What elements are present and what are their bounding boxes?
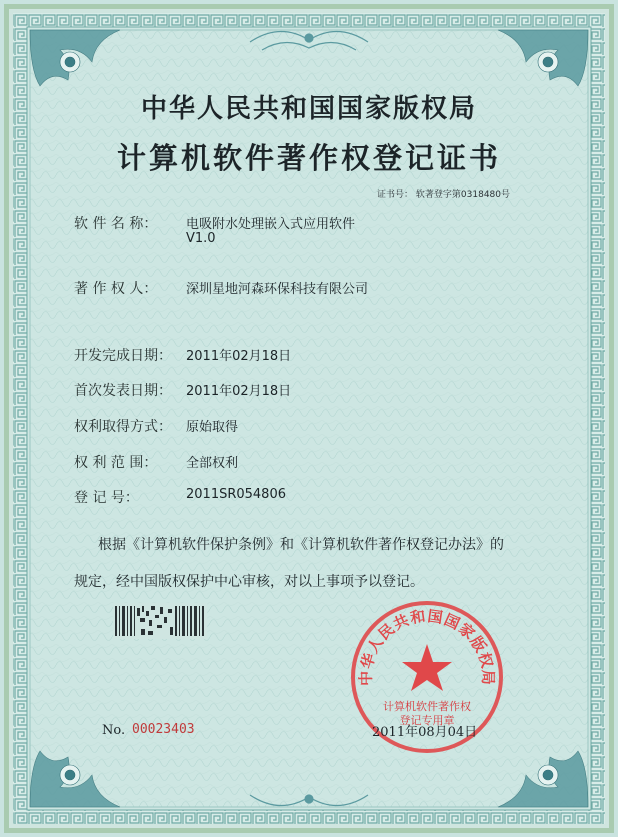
field-label-dev-completion-date: 开发完成日期：: [74, 348, 172, 364]
issuer-heading: 中华人民共和国国家版权局: [140, 94, 477, 124]
field-label-registration-number: 登 记 号：: [74, 490, 139, 506]
body-text-line2: 规定，经中国版权保护中心审核，对以上事项予以登记。: [74, 574, 424, 590]
serial-label: No.: [102, 723, 126, 738]
field-value-acquisition-method: 原始取得: [186, 420, 239, 435]
field-label-software-name: 软 件 名 称：: [74, 216, 158, 232]
field-value-software-name: 电吸附水处理嵌入式应用软件: [186, 217, 356, 232]
field-value-rights-scope: 全部权利: [186, 456, 239, 471]
barcode-image: [113, 603, 207, 639]
field-value-software-version: V1.0: [186, 231, 216, 246]
seal-ring-text: 中华人民共和国国家版权局: [356, 607, 498, 686]
field-value-copyright-owner: 深圳星地河森环保科技有限公司: [186, 282, 369, 297]
certificate-number: 证书号： 软著登字第0318480号: [377, 190, 510, 200]
field-value-registration-number: 2011SR054806: [186, 487, 286, 502]
field-label-first-publication-date: 首次发表日期：: [74, 383, 172, 399]
seal-star-icon: [402, 644, 452, 691]
field-label-rights-scope: 权 利 范 围：: [74, 455, 158, 471]
serial-number: 00023403: [132, 722, 195, 737]
seal-center-line1: 计算机软件著作权: [383, 700, 471, 713]
field-value-first-publication-date: 2011年02月18日: [186, 384, 292, 399]
field-value-dev-completion-date: 2011年02月18日: [186, 349, 292, 364]
field-label-acquisition-method: 权利取得方式：: [74, 419, 172, 435]
seal-center-line2: 登记专用章: [399, 714, 455, 727]
field-label-copyright-owner: 著 作 权 人：: [74, 281, 158, 297]
issue-date: 2011年08月04日: [372, 725, 478, 740]
certificate-title: 计算机软件著作权登记证书: [116, 141, 501, 175]
body-text-line1: 根据《计算机软件保护条例》和《计算机软件著作权登记办法》的: [98, 537, 504, 553]
